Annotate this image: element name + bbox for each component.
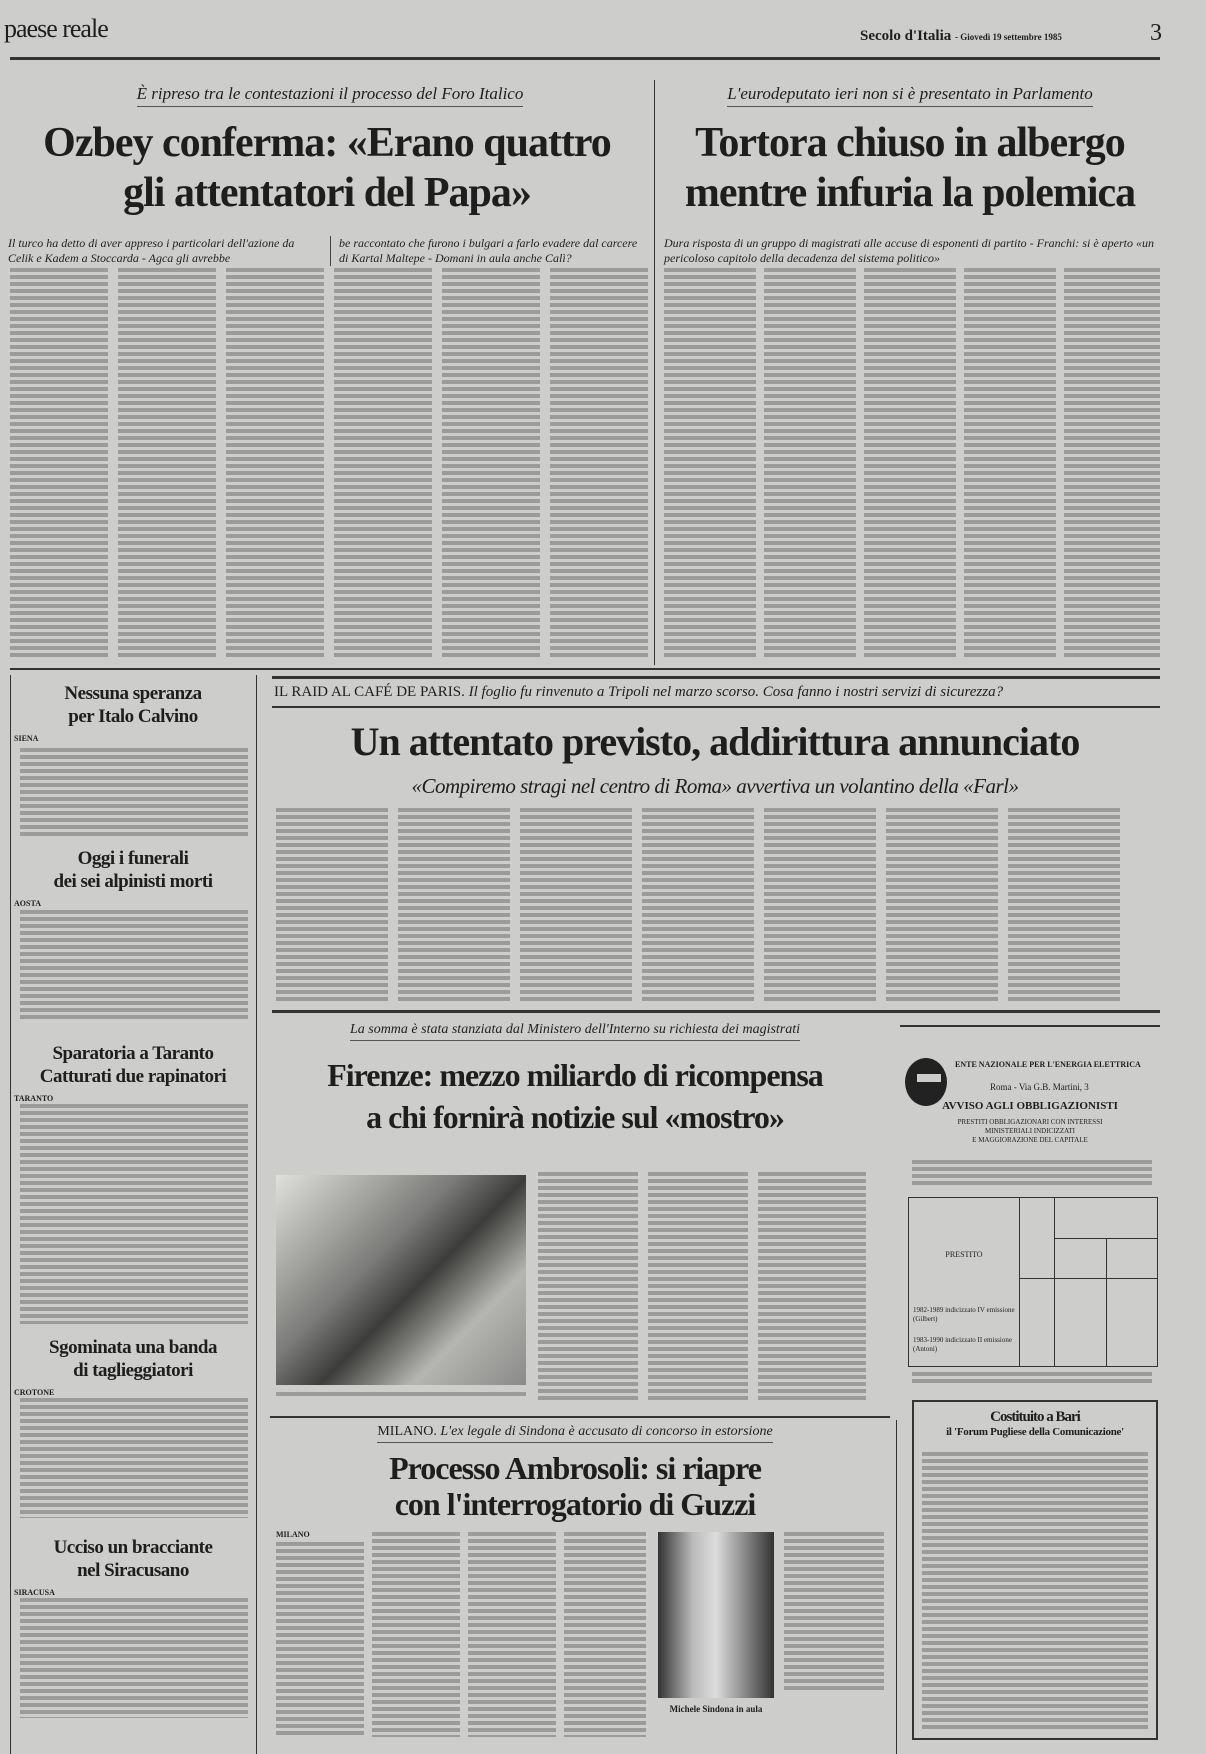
story-headline: Ucciso un bracciante (53, 1537, 213, 1558)
body-column (538, 1172, 638, 1400)
raid-subhead (270, 774, 1160, 799)
ad-org: ENTE NAZIONALE PER L'ENERGIA ELETTRICA (955, 1060, 1141, 1069)
body-column (20, 748, 248, 838)
forum-headline (914, 1410, 1156, 1438)
body-column (758, 1172, 866, 1400)
subtitle-line: MINISTERIALI INDICIZZATI (984, 1127, 1075, 1135)
dateline: SIENA (14, 734, 39, 743)
headline-line: con l'interrogatorio di Guzzi (394, 1486, 756, 1522)
body-column (1064, 268, 1160, 658)
body-column (276, 808, 388, 1003)
body-column (964, 268, 1056, 658)
body-column (442, 268, 540, 658)
story-headline: nel Siracusano (77, 1560, 189, 1581)
body-column (226, 268, 324, 658)
ambrosoli-rule (270, 1416, 890, 1418)
body-column (520, 808, 632, 1003)
story-headline: per Italo Calvino (68, 706, 198, 727)
section-rule (10, 668, 1160, 670)
tortora-deck: Dura risposta di un gruppo di magistrati alle accuse di esponenti di partito - Franchi: si è aperto «un pericoloso capitolo della decadenza del sistema politico» (664, 236, 1154, 265)
issue-date: - Giovedì 19 settembre 1985 (955, 32, 1062, 42)
body-column (118, 268, 216, 658)
story-headline: Sparatoria a Taranto (52, 1043, 214, 1064)
table-row: 1982-1989 indicizzato IV emissione (Gilbert) (913, 1306, 1015, 1323)
tortora-kicker (660, 84, 1160, 107)
body-column (10, 268, 108, 658)
table-row: 1983-1990 indicizzato II emissione (Antoni) (913, 1336, 1012, 1353)
raid-top-rule (272, 676, 1160, 679)
kicker-text: La somma è stata stanziata dal Ministero dell'Interno su richiesta dei magistrati (350, 1022, 800, 1041)
header-rule (10, 57, 1160, 60)
sidebar-story-taranto (14, 1042, 252, 1103)
sidebar-story-calvino (14, 682, 252, 743)
ad-rule (900, 1025, 1160, 1027)
kicker-text: Il foglio fu rinvenuto a Tripoli nel marzo scorso. Cosa fanno i nostri servizi di sicurezza? (468, 684, 1004, 700)
ad-footnote (912, 1372, 1152, 1386)
column-divider (654, 80, 655, 665)
firenze-kicker (270, 1022, 880, 1041)
body-column (372, 1532, 460, 1737)
subtitle-line: E MAGGIORAZIONE DEL CAPITALE (972, 1136, 1088, 1144)
body-column (550, 268, 648, 658)
body-column (276, 1542, 364, 1737)
sidebar-story-taglieggiatori (14, 1336, 252, 1397)
photo-caption: Michele Sindona in aula (669, 1704, 763, 1714)
raid-bottom-rule (272, 1010, 1160, 1013)
ozbey-deck-left: Il turco ha detto di aver appreso i particolari dell'azione da Celik e Kadem a Stoccarda - Agca gli avrebbe (8, 236, 295, 265)
body-column (642, 808, 754, 1003)
sidebar-border (256, 675, 257, 1754)
story-headline: Catturati due rapinatori (39, 1066, 227, 1087)
masthead (860, 28, 1145, 45)
body-column (664, 268, 756, 658)
enel-logo-icon (905, 1058, 947, 1106)
sidebar-story-alpinisti (14, 847, 252, 908)
body-column (886, 808, 998, 1003)
ad-subtitle (900, 1118, 1160, 1145)
ozbey-headline (0, 118, 654, 218)
ambrosoli-kicker (270, 1424, 880, 1443)
body-column (764, 808, 876, 1003)
kicker-text: È ripreso tra le contestazioni il processo del Foro Italico (137, 84, 524, 107)
body-column (20, 1104, 248, 1324)
headline-line: mentre infuria la polemica (684, 170, 1136, 216)
headline-line: Costituito a Bari (990, 1409, 1080, 1425)
story-headline: Sgominata una banda (49, 1337, 217, 1358)
forum-box (912, 1400, 1158, 1740)
section-title: paese reale (4, 14, 108, 43)
body-column (398, 808, 510, 1003)
firenze-headline (270, 1054, 880, 1138)
headline-text: Un attentato previsto, addirittura annunciato (350, 719, 1080, 764)
body-column (764, 268, 856, 658)
ad-title: AVVISO AGLI OBBLIGAZIONISTI (942, 1100, 1118, 1112)
story-headline: Oggi i funerali (77, 848, 189, 869)
ozbey-kicker (10, 84, 650, 107)
dateline: SIRACUSA (14, 1588, 55, 1597)
raid-kicker-rule (272, 706, 1160, 708)
headline-line: Ozbey conferma: «Erano quattro (43, 120, 611, 166)
kicker-caps: IL RAID AL CAFÉ DE PARIS. (274, 684, 465, 700)
ad-address: Roma - Via G.B. Martini, 3 (990, 1082, 1089, 1092)
headline-line: Processo Ambrosoli: si riapre (389, 1450, 761, 1486)
raid-headline (270, 719, 1160, 764)
story-headline: dei sei alpinisti morti (53, 871, 213, 892)
subtitle-line: PRESTITI OBBLIGAZIONARI CON INTERESSI (957, 1118, 1103, 1126)
ambrosoli-headline (270, 1450, 880, 1522)
dateline: CROTONE (14, 1388, 55, 1397)
kicker-text: L'ex legale di Sindona è accusato di concorso in estorsione (440, 1424, 773, 1439)
photo-caption-line (276, 1392, 526, 1398)
story-headline: Nessuna speranza (64, 683, 202, 704)
body-column (922, 1452, 1148, 1732)
dateline: AOSTA (14, 899, 41, 908)
dateline: MILANO (276, 1530, 310, 1539)
news-photo (276, 1175, 526, 1385)
page-number: 3 (1150, 20, 1162, 46)
ad-table (908, 1197, 1158, 1367)
headline-line: Firenze: mezzo miliardo di ricompensa (327, 1057, 823, 1093)
sindona-photo (658, 1532, 774, 1698)
headline-line: il 'Forum Pugliese della Comunicazione' (946, 1426, 1124, 1438)
headline-line: gli attentatori del Papa» (123, 170, 531, 216)
body-column (648, 1172, 748, 1400)
raid-kicker (274, 684, 1160, 701)
body-column (784, 1532, 884, 1692)
subhead-text: «Compiremo stragi nel centro di Roma» avvertiva un volantino della «Farl» (411, 774, 1019, 798)
ozbey-deck-right: be raccontato che furono i bulgari a farlo evadere dal carcere di Kartal Maltepe - Domani in aula anche Calì? (330, 236, 648, 266)
kicker-caps: MILANO. (377, 1424, 437, 1439)
tortora-headline (658, 118, 1162, 218)
headline-line: Tortora chiuso in albergo (695, 120, 1125, 166)
ad-text (912, 1160, 1152, 1188)
body-column (20, 1598, 248, 1718)
kicker-text: L'eurodeputato ieri non si è presentato in Parlamento (727, 84, 1092, 107)
sidebar-story-siracusano (14, 1536, 252, 1597)
headline-line: a chi fornirà notizie sul «mostro» (366, 1099, 784, 1135)
body-column (20, 1398, 248, 1518)
body-column (1008, 808, 1120, 1003)
body-column (564, 1532, 646, 1737)
body-column (468, 1532, 556, 1737)
dateline: TARANTO (14, 1094, 54, 1103)
body-column (334, 268, 432, 658)
body-column (20, 910, 248, 1020)
story-headline: di taglieggiatori (73, 1360, 193, 1381)
column-divider (896, 1420, 897, 1754)
sidebar-border (10, 675, 11, 1754)
table-header: PRESTITO (945, 1250, 983, 1259)
paper-name: Secolo d'Italia (860, 28, 952, 44)
body-column (864, 268, 956, 658)
